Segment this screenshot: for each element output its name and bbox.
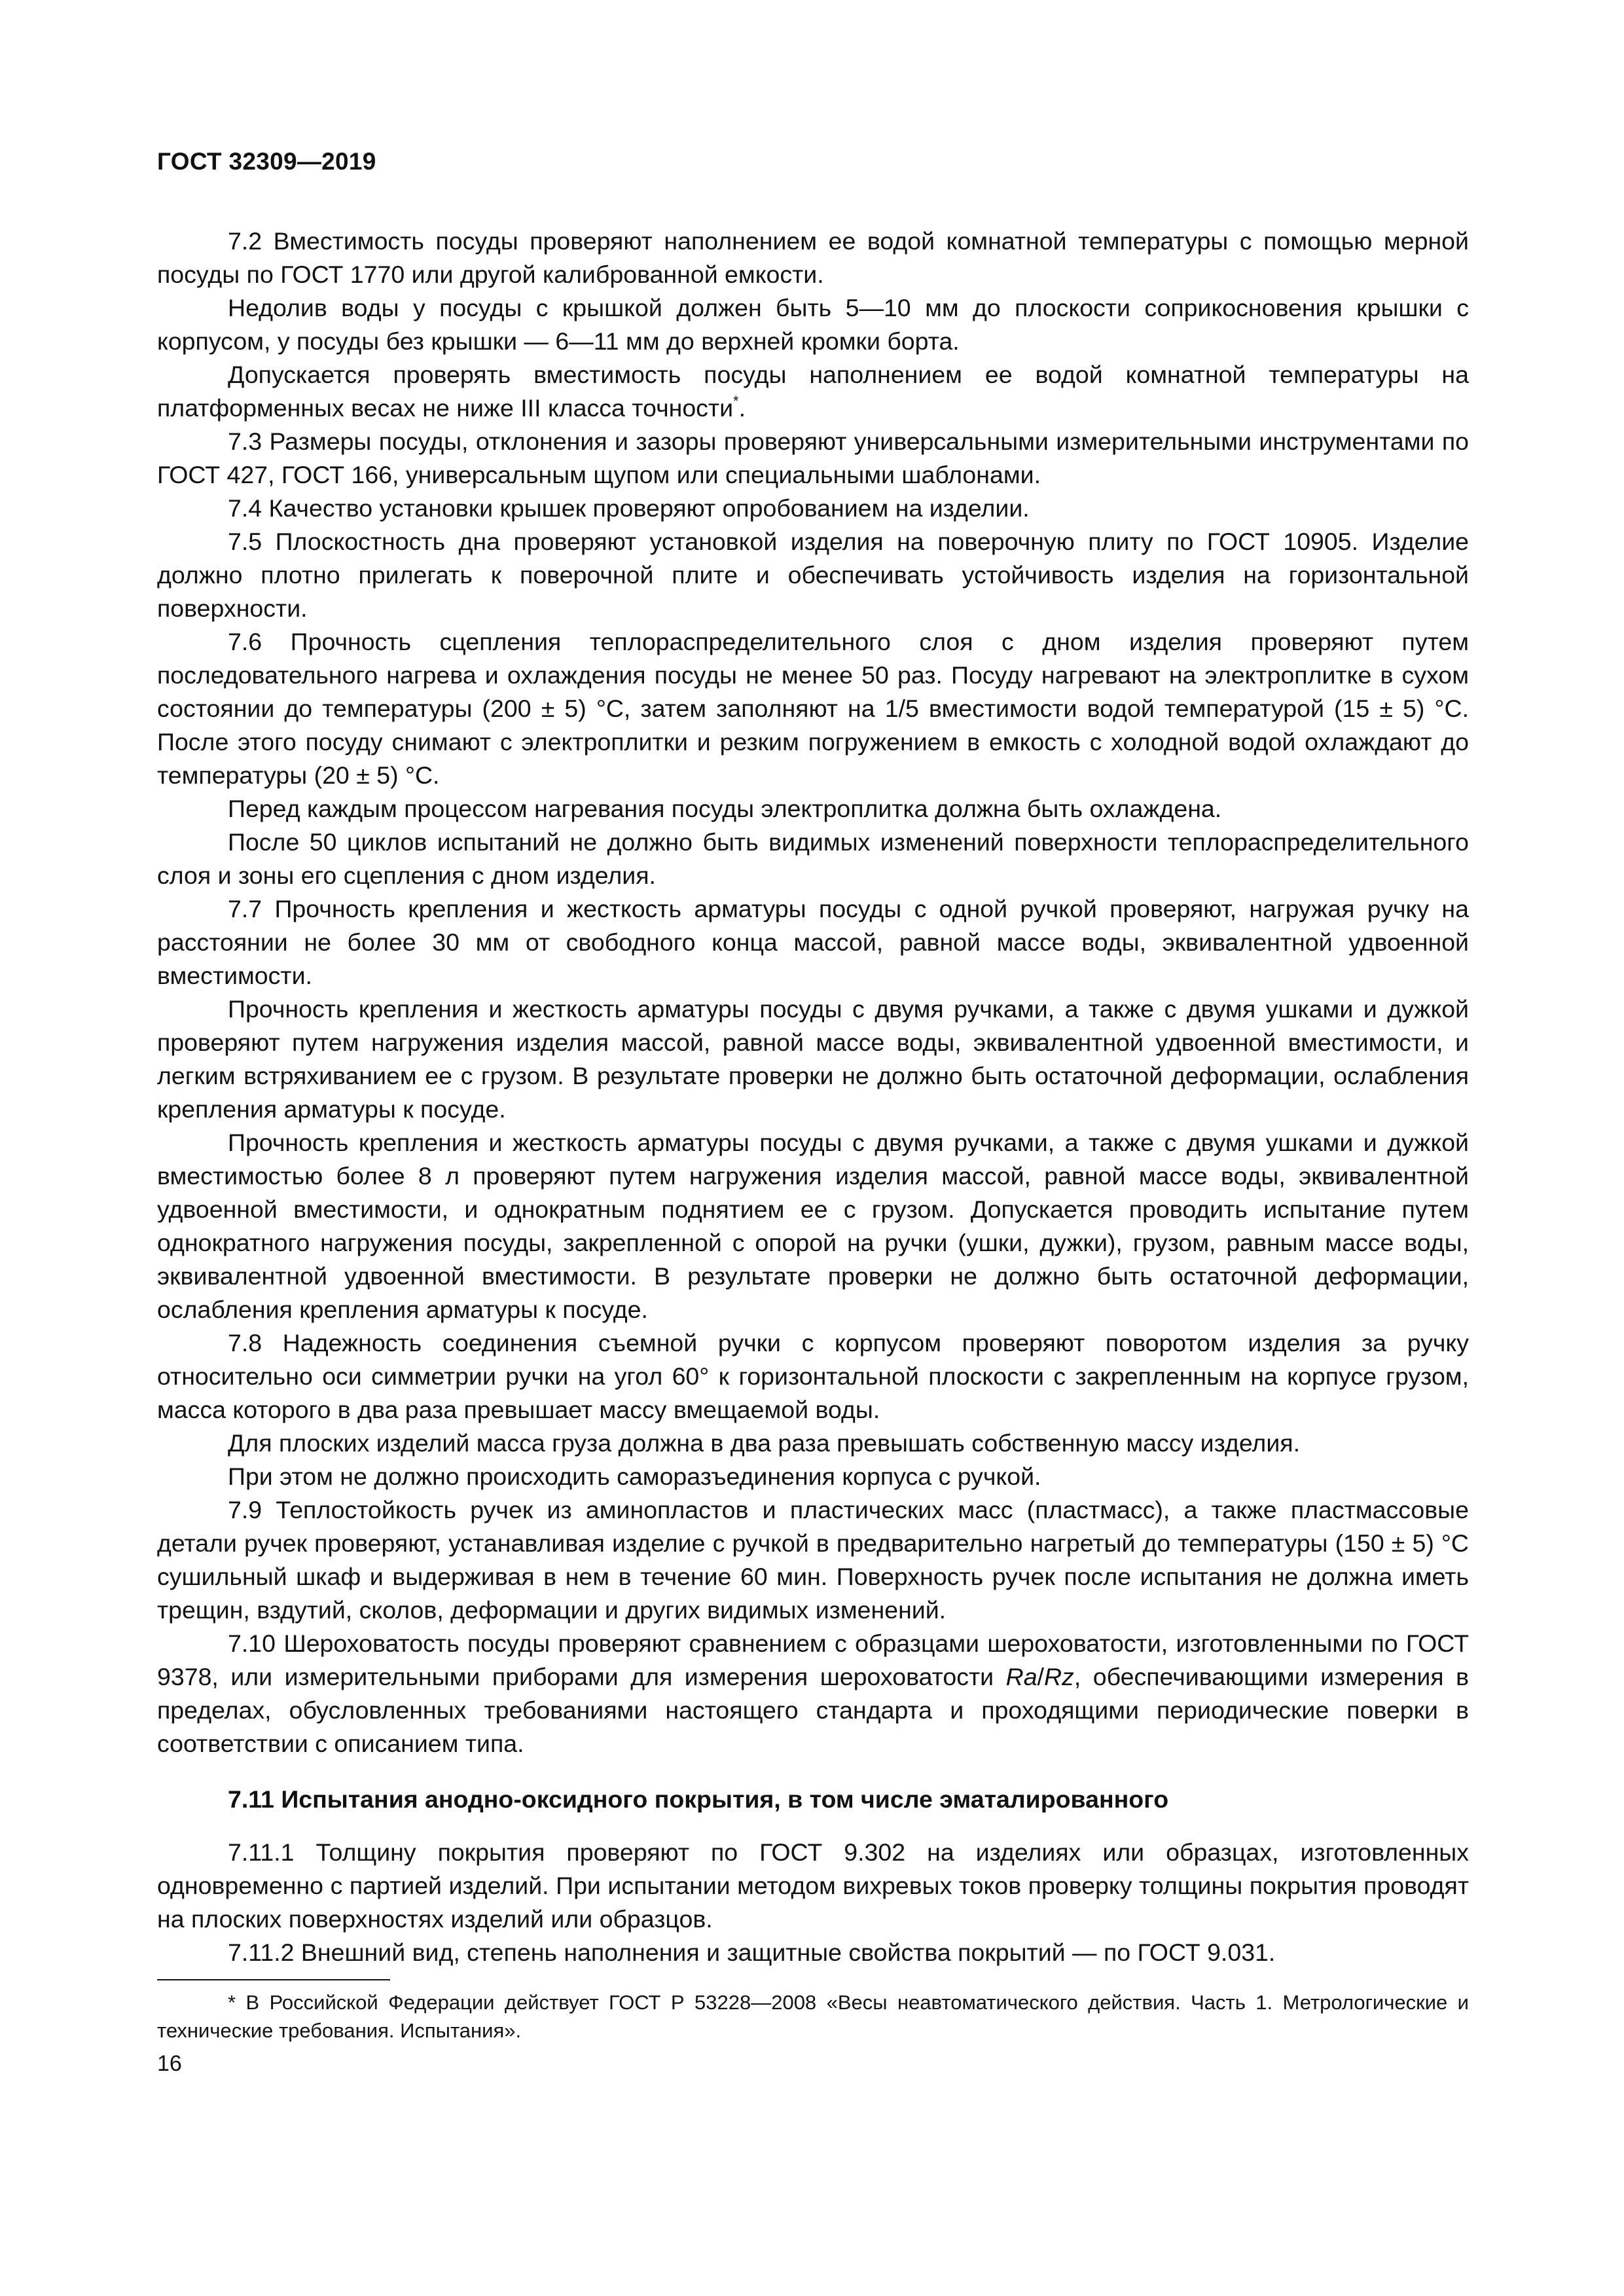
roughness-slash: / xyxy=(1037,1663,1044,1690)
footnote: * В Российской Федерации действует ГОСТ Р 53228—2008 «Весы неавтоматического действия. Часть 1. Метрологические и технические требования. Испытания». xyxy=(157,1991,1469,2042)
paragraph-7-7: 7.7 Прочность крепления и жесткость арматуры посуды с одной ручкой проверяют, нагружая ручку на расстоянии не более 30 мм от свободного конца массой, равной массе воды, эквивалентной удвоенной вместимости. xyxy=(157,895,1469,989)
paragraph-underfill: Недолив воды у посуды с крышкой должен быть 5—10 мм до плоскости соприкосновения крышки с корпусом, у посуды без крышки — 6—11 мм до верхней кромки борта. xyxy=(157,294,1469,355)
paragraph-7-11-2: 7.11.2 Внешний вид, степень наполнения и защитные свойства покрытий — по ГОСТ 9.031. xyxy=(228,1939,1276,1966)
paragraph-7-9: 7.9 Теплостойкость ручек из аминопластов и пластических масс (пластмасс), а также пластмассовые детали ручек проверяют, устанавливая изделие с ручкой в предварительно нагретый до температуры (150 ± 5) °С сушильный шкаф и выдерживая в нем в течение 60 мин. Поверхность ручек после испытания не должна иметь трещин, вздутий, сколов, деформации и других видимых изменений. xyxy=(157,1496,1469,1624)
footnote-marker: * xyxy=(733,393,739,409)
paragraph-two-handles: Прочность крепления и жесткость арматуры посуды с двумя ручками, а также с двумя ушками и дужкой проверяют путем нагружения изделия массой, равной массе воды, эквивалентной удвоенной вместимости, и легким встряхиванием ее с грузом. В результате проверки не должно быть остаточной деформации, ослабления крепления арматуры к посуде. xyxy=(157,995,1469,1123)
paragraph-7-10-text-a: 7.10 Шероховатость посуды проверяют сравнением с образцами шероховатости, изготовленными по ГОСТ 9378, или измерительными приборами для измерения шероховатости xyxy=(157,1630,1469,1690)
roughness-ra: Ra xyxy=(1005,1663,1038,1690)
page-number: 16 xyxy=(157,2051,182,2076)
paragraph-scales xyxy=(157,358,1469,425)
paragraph-scales-end: . xyxy=(738,394,746,422)
paragraph-7-10-text-b: , обеспечивающими измерения в пределах, обусловленных требованиями настоящего стандарта и проходящими периодические поверки в соответствии с описанием типа. xyxy=(157,1663,1469,1757)
footnote-divider xyxy=(157,1979,390,1980)
section-heading-7-11: 7.11 Испытания анодно-оксидного покрытия, в том числе эматалированного xyxy=(228,1785,1169,1813)
paragraph-7-4: 7.4 Качество установки крышек проверяют опробованием на изделии. xyxy=(228,494,1030,522)
paragraph-scales-text: Допускается проверять вместимость посуды наполнением ее водой комнатной температуры на платформенных весах не ниже III класса точности xyxy=(157,361,1469,422)
paragraph-flat-items: Для плоских изделий масса груза должна в два раза превышать собственную массу изделия. xyxy=(228,1429,1300,1457)
paragraph-cooling: Перед каждым процессом нагревания посуды электроплитка должна быть охлаждена. xyxy=(228,795,1222,822)
document-code-header: ГОСТ 32309—2019 xyxy=(157,148,376,175)
document-body xyxy=(157,225,1469,1969)
paragraph-cycles: После 50 циклов испытаний не должно быть видимых изменений поверхности теплораспределительного слоя и зоны его сцепления с дном изделия. xyxy=(157,828,1469,889)
paragraph-7-2: 7.2 Вместимость посуды проверяют наполнением ее водой комнатной температуры с помощью мерной посуды по ГОСТ 1770 или другой калиброванной емкости. xyxy=(157,227,1469,288)
paragraph-7-6: 7.6 Прочность сцепления теплораспределительного слоя с дном изделия проверяют путем последовательного нагрева и охлаждения посуды не менее 50 раз. Посуду нагревают на электроплитке в сухом состоянии до температуры (200 ± 5) °С, затем заполняют на 1/5 вместимости водой температурой (15 ± 5) °С. После этого посуду снимают с электроплитки и резким погружением в емкость с холодной водой охлаждают до температуры (20 ± 5) °С. xyxy=(157,628,1469,789)
paragraph-over-8l: Прочность крепления и жесткость арматуры посуды с двумя ручками, а также с двумя ушками и дужкой вместимостью более 8 л проверяют путем нагружения изделия массой, равной массе воды, эквивалентной удвоенной вместимости, и однократным поднятием ее с грузом. Допускается проводить испытание путем однократного нагружения посуды, закрепленной с опорой на ручки (ушки, дужки), грузом, равным массе воды, эквивалентной удвоенной вместимости. В результате проверки не должно быть остаточной деформации, ослабления крепления арматуры к посуде. xyxy=(157,1129,1469,1323)
paragraph-7-11-1: 7.11.1 Толщину покрытия проверяют по ГОСТ 9.302 на изделиях или образцах, изготовленных одновременно с партией изделий. При испытании методом вихревых токов проверку толщины покрытия проводят на плоских поверхностях изделий или образцов. xyxy=(157,1838,1469,1933)
paragraph-no-separation: При этом не должно происходить саморазъединения корпуса с ручкой. xyxy=(228,1463,1041,1490)
paragraph-7-10 xyxy=(157,1627,1469,1760)
paragraph-7-3: 7.3 Размеры посуды, отклонения и зазоры проверяют универсальными измерительными инструментами по ГОСТ 427, ГОСТ 166, универсальным щупом или специальными шаблонами. xyxy=(157,428,1469,488)
paragraph-7-5: 7.5 Плоскостность дна проверяют установкой изделия на поверочную плиту по ГОСТ 10905. Изделие должно плотно прилегать к поверочной плите и обеспечивать устойчивость изделия на горизонтальной поверхности. xyxy=(157,528,1469,622)
roughness-rz: Rz xyxy=(1043,1663,1074,1690)
paragraph-7-8: 7.8 Надежность соединения съемной ручки с корпусом проверяют поворотом изделия за ручку относительно оси симметрии ручки на угол 60° к горизонтальной плоскости с закрепленным на корпусе грузом, масса которого в два раза превышает массу вмещаемой воды. xyxy=(157,1329,1469,1423)
